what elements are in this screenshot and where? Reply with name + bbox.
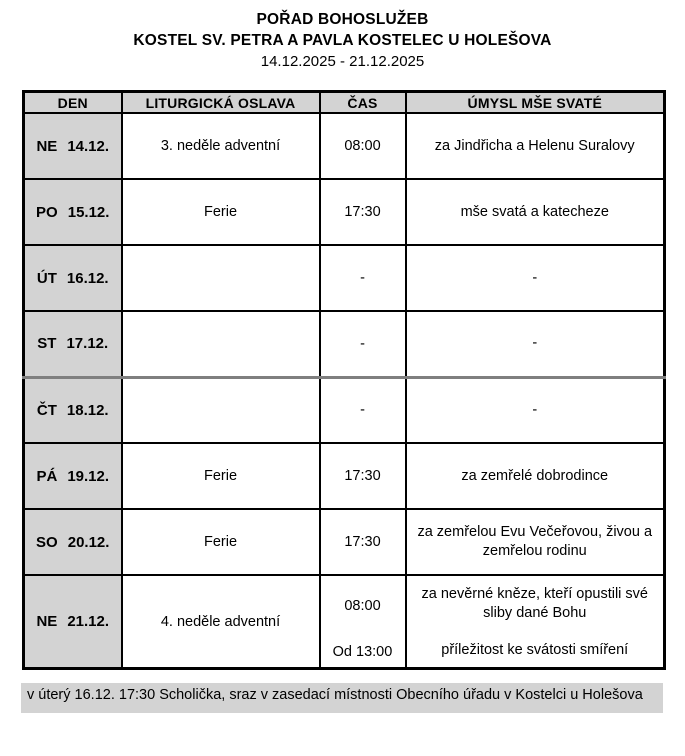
day-label-group (28, 270, 118, 287)
celebration-cell: 3. neděle adventní (122, 113, 320, 179)
schedule-table (22, 90, 666, 670)
day-abbrev: PÁ (36, 467, 58, 485)
intention-cell: - (406, 311, 665, 377)
column-header-liturgicka-oslava: LITURGICKÁ OSLAVA (122, 92, 320, 114)
day-cell (24, 179, 122, 245)
intention-cell: - (406, 377, 665, 443)
day-date: 20.12. (67, 533, 110, 551)
table-row (24, 245, 665, 311)
day-cell (24, 113, 122, 179)
day-date: 21.12. (67, 613, 110, 630)
day-label-group (28, 613, 118, 630)
time-entry: 08:00 (344, 598, 381, 614)
celebration-cell: Ferie (122, 443, 320, 509)
time-cell: 08:00 (320, 113, 406, 179)
day-abbrev: PO (36, 203, 58, 221)
table-header-row (24, 92, 665, 114)
intention-entry: příležitost ke svátosti smíření (441, 642, 629, 658)
day-date: 19.12. (67, 467, 110, 485)
time-cell: - (320, 377, 406, 443)
page-title: POŘAD BOHOSLUŽEB (256, 11, 429, 28)
date-range: 14.12.2025 - 21.12.2025 (260, 53, 425, 70)
day-label-group (28, 468, 118, 485)
celebration-cell (122, 377, 320, 443)
intention-entry: za nevěrné kněze, kteří opustili své sliby dané Bohu (421, 586, 648, 621)
day-abbrev: ÚT (36, 269, 57, 287)
table-row (24, 377, 665, 443)
celebration-cell (122, 245, 320, 311)
table-row (24, 113, 665, 179)
intention-stack (407, 576, 664, 667)
intention-cell: za zemřelé dobrodince (406, 443, 665, 509)
day-label-group (28, 204, 118, 221)
table-row (24, 509, 665, 575)
celebration-cell: Ferie (122, 179, 320, 245)
time-cell (320, 575, 406, 669)
day-cell (24, 509, 122, 575)
day-abbrev: ČT (36, 401, 57, 419)
day-label-group (28, 138, 118, 155)
time-entry: Od 13:00 (332, 644, 393, 660)
document-header (0, 0, 685, 72)
column-header-den: DEN (24, 92, 122, 114)
intention-cell: za Jindřicha a Helenu Suralovy (406, 113, 665, 179)
day-abbrev: NE (36, 613, 58, 630)
day-cell (24, 245, 122, 311)
day-date: 17.12. (66, 335, 109, 353)
celebration-cell: 4. neděle adventní (122, 575, 320, 669)
celebration-cell: Ferie (122, 509, 320, 575)
time-cell: 17:30 (320, 509, 406, 575)
time-cell: - (320, 245, 406, 311)
celebration-cell (122, 311, 320, 377)
table-row (24, 575, 665, 669)
day-cell (24, 311, 122, 377)
day-date: 18.12. (66, 401, 109, 419)
intention-cell: - (406, 245, 665, 311)
time-stack (321, 576, 405, 667)
day-abbrev: NE (36, 137, 58, 155)
intention-cell (406, 575, 665, 669)
day-date: 14.12. (67, 137, 110, 155)
column-header-cas: ČAS (320, 92, 406, 114)
day-abbrev: SO (36, 533, 58, 551)
table-row (24, 311, 665, 377)
column-header-umysl: ÚMYSL MŠE SVATÉ (406, 92, 665, 114)
time-cell: - (320, 311, 406, 377)
day-cell (24, 377, 122, 443)
table-row (24, 179, 665, 245)
footer-note: v úterý 16.12. 17:30 Scholička, sraz v zasedací místnosti Obecního úřadu v Kostelci u Holešova (21, 683, 663, 713)
day-date: 16.12. (66, 269, 109, 287)
intention-cell: za zemřelou Evu Večeřovou, živou a zemřelou rodinu (406, 509, 665, 575)
time-cell: 17:30 (320, 443, 406, 509)
time-cell: 17:30 (320, 179, 406, 245)
day-label-group (28, 335, 118, 352)
day-label-group (28, 402, 118, 419)
day-date: 15.12. (67, 203, 110, 221)
day-cell (24, 575, 122, 669)
intention-cell: mše svatá a katecheze (406, 179, 665, 245)
day-cell (24, 443, 122, 509)
day-abbrev: ST (37, 335, 57, 353)
day-label-group (28, 534, 118, 551)
page-subtitle: KOSTEL SV. PETRA A PAVLA KOSTELEC U HOLEŠOVA (133, 32, 552, 49)
table-row (24, 443, 665, 509)
